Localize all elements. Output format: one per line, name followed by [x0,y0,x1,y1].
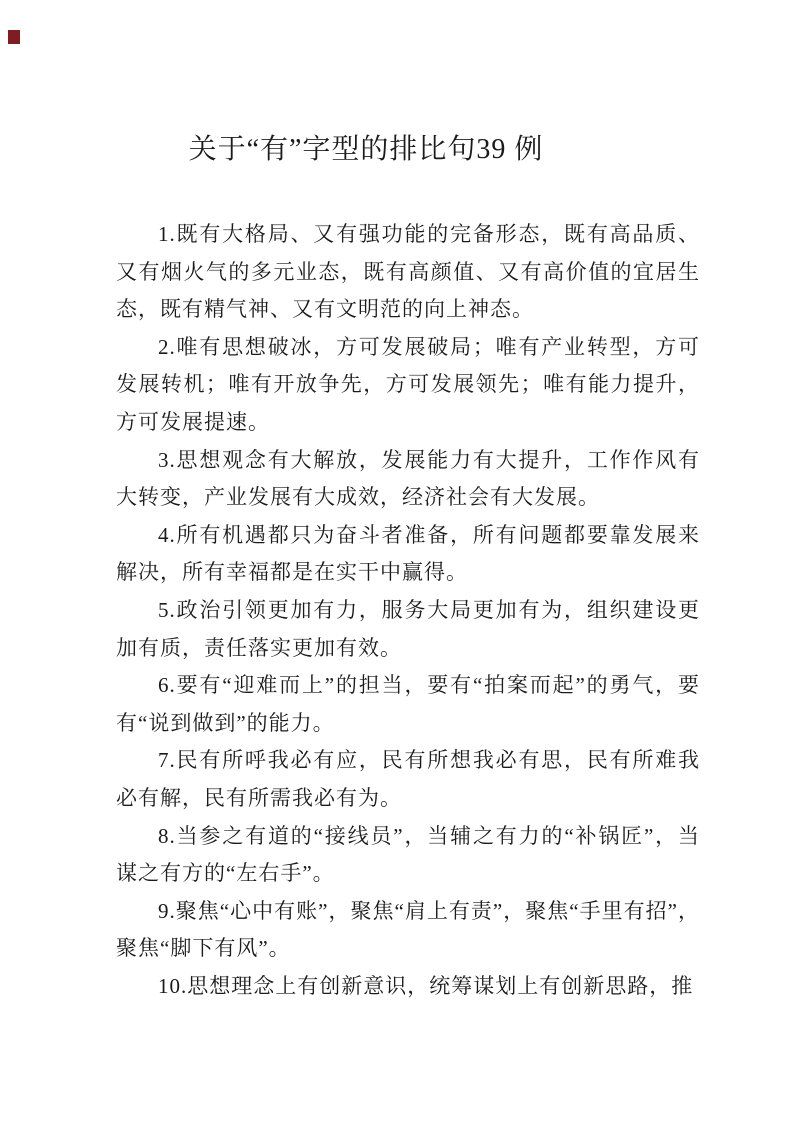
paragraph: 3.思想观念有大解放，发展能力有大提升，工作作风有大转变，产业发展有大成效，经济社会有大发展。 [116,447,700,510]
corner-mark-icon [8,30,20,44]
paragraph: 10.思想理念上有创新意识，统筹谋划上有创新思路，推 [158,973,694,998]
paragraph: 6.要有“迎难而上”的担当，要有“拍案而起”的勇气，要有“说到做到”的能力。 [116,673,700,735]
paragraph: 5.政治引领更加有力，服务大局更加有为，组织建设更加有质，责任落实更加有效。 [116,597,700,660]
document-body [116,216,700,1005]
paragraph: 9.聚焦“心中有账”，聚焦“肩上有责”，聚焦“手里有招”，聚焦“脚下有风”。 [116,898,700,961]
paragraph: 1.既有大格局、又有强功能的完备形态，既有高品质、又有烟火气的多元业态，既有高颜值、又有高价值的宜居生态，既有精气神、又有文明范的向上神态。 [116,222,700,322]
paragraph: 4.所有机遇都只为奋斗者准备，所有问题都要靠发展来解决，所有幸福都是在实干中赢得。 [116,522,700,585]
paragraph: 7.民有所呼我必有应，民有所想我必有思，民有所难我必有解，民有所需我必有为。 [116,748,700,810]
paragraph: 8.当参之有道的“接线员”，当辅之有力的“补锅匠”，当谋之有方的“左右手”。 [116,823,700,886]
paragraph: 2.唯有思想破冰，方可发展破局；唯有产业转型，方可发展转机；唯有开放争先，方可发展领先；唯有能力提升，方可发展提速。 [116,334,700,434]
page-title: 关于“有”字型的排比句39 例 [188,134,544,165]
